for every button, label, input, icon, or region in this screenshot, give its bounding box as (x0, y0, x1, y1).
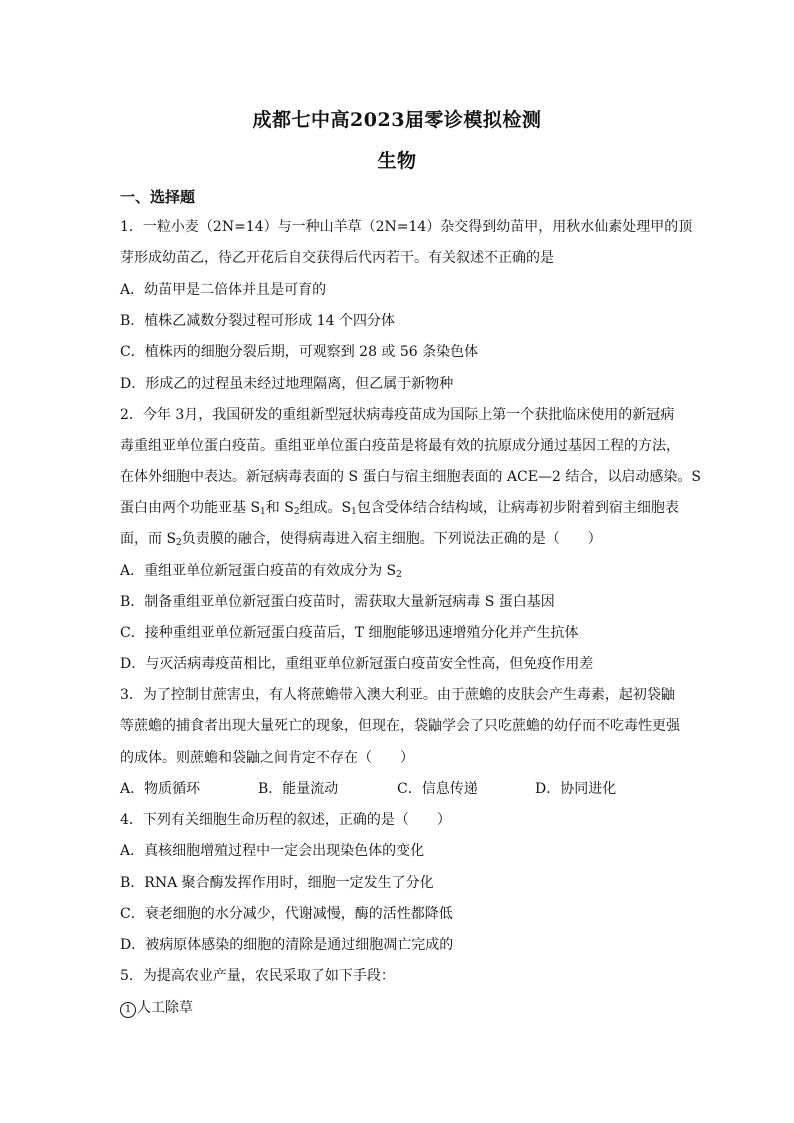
q3-stem-line2: 等蔗蟾的捕食者出现大量死亡的现象，但现在，袋鼬学会了只吃蔗蟾的幼仔而不吃毒性更强 (120, 718, 680, 734)
q3-option-a: A．物质循环 (120, 781, 201, 797)
page-title: 成都七中高2023届零诊模拟检测 (252, 109, 542, 131)
q2-option-b: B．制备重组亚单位新冠蛋白疫苗时，需获取大量新冠病毒 S 蛋白基因 (120, 594, 555, 610)
q2-stem-line4 (120, 498, 679, 522)
q3-stem-line3: 的成体。则蔗蟾和袋鼬之间肯定不存在（ ） (120, 750, 414, 766)
q4-option-d: D．被病原体感染的细胞的清除是通过细胞凋亡完成的 (120, 937, 454, 953)
q3-option-c: C．信息传递 (397, 781, 478, 797)
q2-stem-line2: 毒重组亚单位蛋白疫苗。重组亚单位蛋白疫苗是将最有效的抗原成分通过基因工程的方法， (120, 438, 680, 454)
q2-stem-line5 (120, 529, 602, 553)
q2-option-c: C．接种重组亚单位新冠蛋白疫苗后，T 细胞能够迅速增殖分化并产生抗体 (120, 625, 579, 641)
subscript-1: 1 (351, 507, 357, 517)
subscript-2: 2 (396, 570, 402, 580)
q4-stem-line1: 4．下列有关细胞生命历程的叙述，正确的是（ ） (120, 812, 451, 828)
q2-line4-part-c: 组成。S (299, 500, 352, 516)
q2-line4-part-b: 和 S (265, 500, 294, 516)
q5-item-1 (120, 998, 193, 1018)
q1-stem-line1: 1．一粒小麦（2N=14）与一种山羊草（2N=14）杂交得到幼苗甲，用秋水仙素处理甲的顶 (120, 219, 693, 235)
q5-item-1-text: 人工除草 (137, 1000, 193, 1016)
q3-stem-line1: 3．为了控制甘蔗害虫，有人将蔗蟾带入澳大利亚。由于蔗蟾的皮肤会产生毒素，起初袋鼬 (120, 687, 675, 703)
q1-stem-line2: 芽形成幼苗乙，待乙开花后自交获得后代丙若干。有关叙述不正确的是 (120, 250, 554, 266)
q2-line4-part-d: 包含受体结合结构域，让病毒初步附着到宿主细胞表 (356, 500, 679, 516)
q1-option-c: C．植株丙的细胞分裂后期，可观察到 28 或 56 条染色体 (120, 344, 479, 360)
q2-option-a-text: A．重组亚单位新冠蛋白疫苗的有效成分为 S (120, 563, 397, 579)
subscript-2: 2 (176, 538, 182, 548)
q2-option-d: D．与灭活病毒疫苗相比，重组亚单位新冠蛋白疫苗安全性高，但免疫作用差 (120, 656, 594, 672)
q3-option-b: B．能量流动 (258, 781, 339, 797)
q1-option-d: D．形成乙的过程虽未经过地理隔离，但乙属于新物种 (120, 376, 454, 392)
q1-option-b: B．植株乙减数分裂过程可形成 14 个四分体 (120, 313, 396, 329)
subscript-2: 2 (293, 507, 300, 517)
q2-line5-part-b: 负责膜的融合，使得病毒进入宿主细胞。下列说法正确的是（ ） (181, 531, 602, 547)
q2-stem-line3: 在体外细胞中表达。新冠病毒表面的 S 蛋白与宿主细胞表面的 ACE—2 结合，以启动感染。S (120, 469, 701, 485)
q1-option-a: A．幼苗甲是二倍体并且是可育的 (120, 282, 327, 298)
q3-option-d: D．协同进化 (535, 781, 617, 797)
q4-option-a: A．真核细胞增殖过程中一定会出现染色体的变化 (120, 843, 425, 859)
subscript-1: 1 (260, 507, 266, 517)
q5-stem-line1: 5．为提高农业产量，农民采取了如下手段： (120, 968, 395, 984)
section-heading: 一、选择题 (120, 188, 196, 206)
q4-option-b: B．RNA 聚合酶发挥作用时，细胞一定发生了分化 (120, 875, 434, 891)
q2-stem-line1: 2．今年 3月，我国研发的重组新型冠状病毒疫苗成为国际上第一个获批临床使用的新冠病 (120, 407, 675, 423)
subject-title: 生物 (377, 150, 417, 172)
circled-number-1: 1 (120, 1002, 136, 1018)
q2-line5-part-a: 面，而 S (120, 531, 177, 547)
q2-line4-part-a: 蛋白由两个功能亚基 S (120, 500, 261, 516)
q2-option-a (120, 561, 402, 585)
q4-option-c: C．衰老细胞的水分减少，代谢减慢，酶的活性都降低 (120, 906, 453, 922)
